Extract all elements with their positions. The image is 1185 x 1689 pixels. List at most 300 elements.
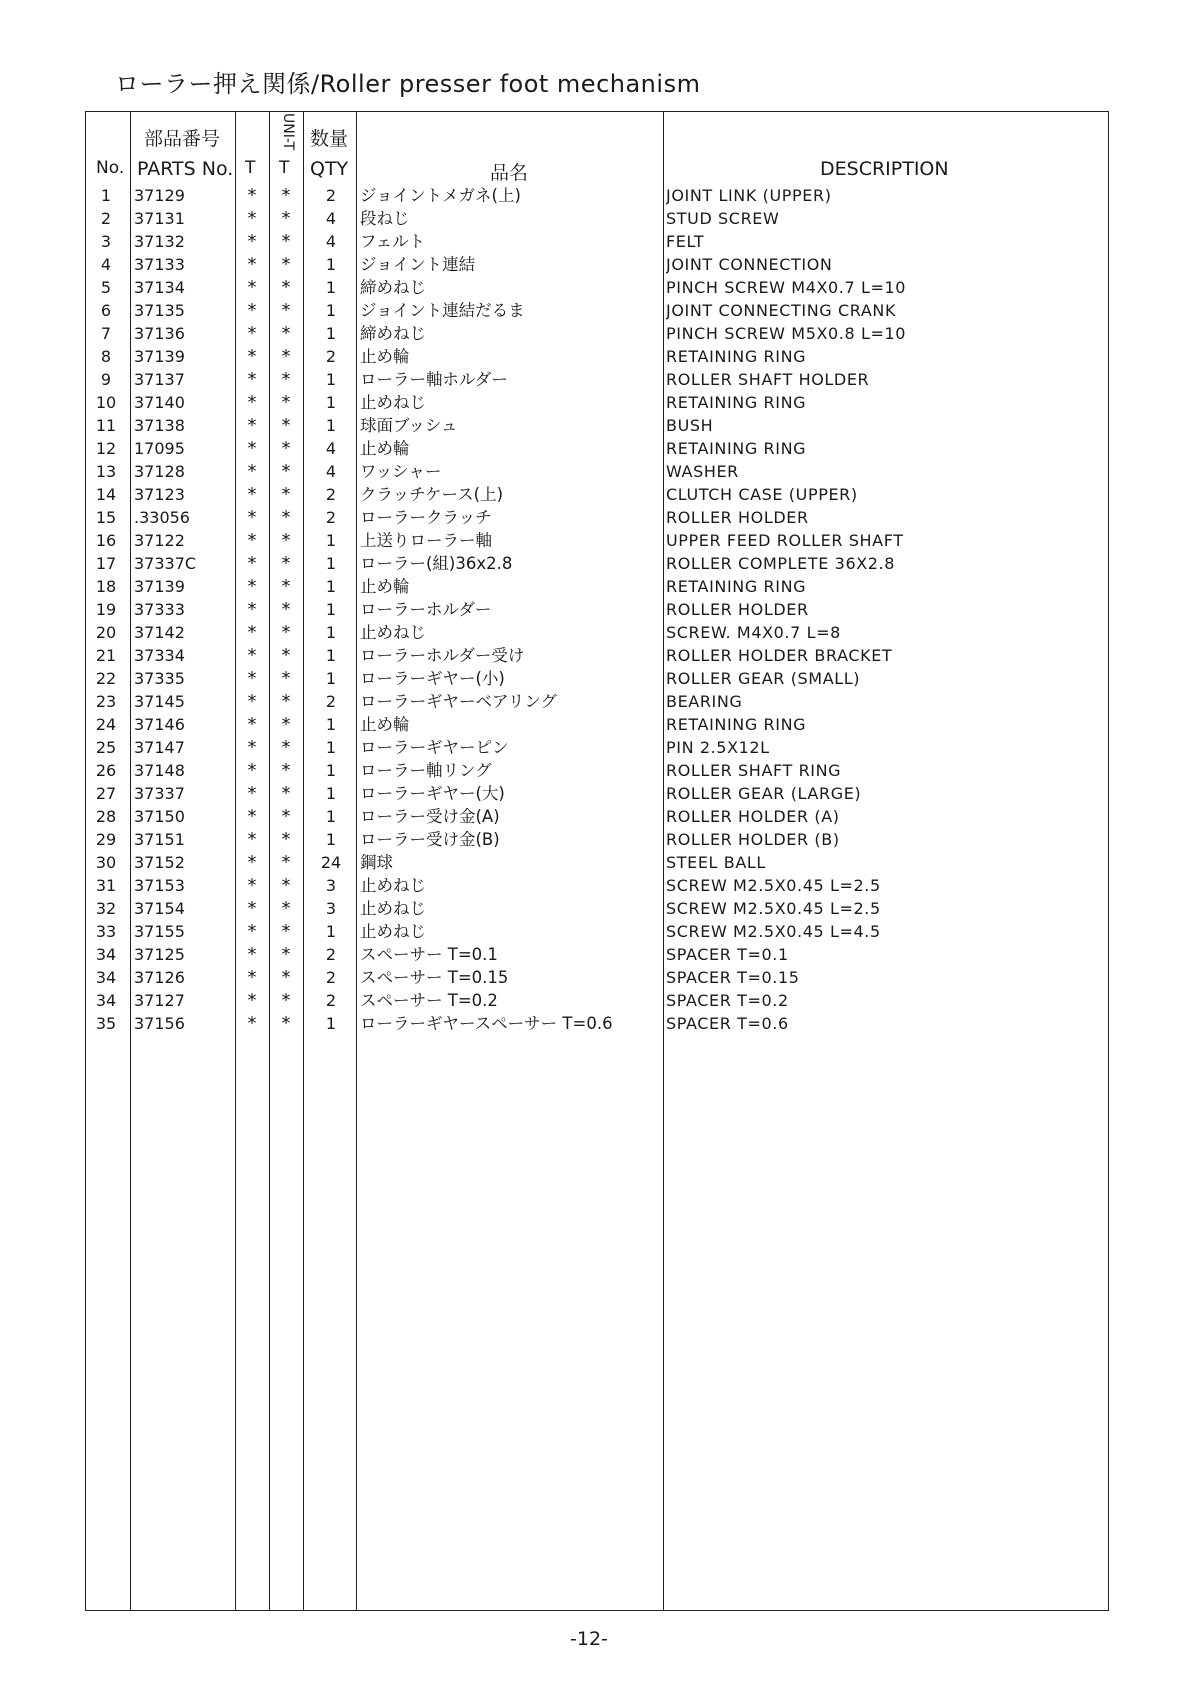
row-u-mark: *: [281, 944, 291, 965]
row-qty: 2: [325, 485, 337, 504]
row-part-number: 37122: [134, 531, 185, 550]
row-part-number: 37146: [134, 715, 185, 734]
row-no: 8: [100, 347, 112, 366]
row-no: 16: [95, 531, 117, 550]
row-no: 5: [100, 278, 112, 297]
row-t-mark: *: [247, 461, 257, 482]
row-no: 26: [95, 761, 117, 780]
header-unit-vertical: UNI-T: [280, 113, 296, 151]
row-description: SPACER T=0.2: [666, 991, 789, 1010]
row-part-number: 37139: [134, 577, 185, 596]
row-t-mark: *: [247, 714, 257, 735]
row-description: WASHER: [666, 462, 739, 481]
row-description: ROLLER GEAR (SMALL): [666, 669, 861, 688]
row-qty: 1: [325, 623, 337, 642]
row-part-number: 37337: [134, 784, 185, 803]
row-u-mark: *: [281, 507, 291, 528]
row-part-number: 37136: [134, 324, 185, 343]
row-qty: 24: [320, 853, 342, 872]
row-name-jp: スペーサー T=0.15: [360, 968, 509, 987]
table-row: [0, 782, 1185, 805]
row-description: BUSH: [666, 416, 714, 435]
row-qty: 1: [325, 830, 337, 849]
row-description: UPPER FEED ROLLER SHAFT: [666, 531, 904, 550]
row-u-mark: *: [281, 369, 291, 390]
row-qty: 1: [325, 646, 337, 665]
row-name-jp: 止めねじ: [360, 623, 426, 642]
table-row: [0, 253, 1185, 276]
row-qty: 4: [325, 209, 337, 228]
row-part-number: 37134: [134, 278, 185, 297]
row-t-mark: *: [247, 967, 257, 988]
table-row: [0, 828, 1185, 851]
row-t-mark: *: [247, 576, 257, 597]
table-row: [0, 713, 1185, 736]
row-u-mark: *: [281, 875, 291, 896]
row-name-jp: ローラーギヤー(小): [360, 669, 505, 688]
row-no: 30: [95, 853, 117, 872]
row-part-number: 37132: [134, 232, 185, 251]
row-qty: 1: [325, 278, 337, 297]
row-no: 18: [95, 577, 117, 596]
row-qty: 2: [325, 347, 337, 366]
row-t-mark: *: [247, 760, 257, 781]
row-u-mark: *: [281, 668, 291, 689]
row-name-jp: 止め輪: [360, 715, 410, 734]
header-description: DESCRIPTION: [820, 158, 949, 180]
row-qty: 4: [325, 439, 337, 458]
row-u-mark: *: [281, 231, 291, 252]
row-part-number: 37129: [134, 186, 185, 205]
row-qty: 2: [325, 508, 337, 527]
row-no: 21: [95, 646, 117, 665]
row-t-mark: *: [247, 645, 257, 666]
row-t-mark: *: [247, 185, 257, 206]
row-description: JOINT CONNECTION: [666, 255, 833, 274]
row-part-number: 37135: [134, 301, 185, 320]
table-row: [0, 851, 1185, 874]
row-qty: 1: [325, 715, 337, 734]
row-part-number: 37335: [134, 669, 185, 688]
row-name-jp: 止め輪: [360, 439, 410, 458]
row-u-mark: *: [281, 484, 291, 505]
parts-rows: [0, 184, 1185, 1035]
row-name-jp: フェルト: [360, 232, 426, 251]
row-t-mark: *: [247, 300, 257, 321]
row-no: 24: [95, 715, 117, 734]
row-t-mark: *: [247, 392, 257, 413]
header-qty-jp: 数量: [310, 128, 349, 150]
row-part-number: 37148: [134, 761, 185, 780]
row-t-mark: *: [247, 1013, 257, 1034]
row-description: SCREW M2.5X0.45 L=4.5: [666, 922, 881, 941]
row-description: STEEL BALL: [666, 853, 766, 872]
row-no: 11: [95, 416, 117, 435]
row-t-mark: *: [247, 829, 257, 850]
row-t-mark: *: [247, 277, 257, 298]
table-row: [0, 621, 1185, 644]
row-t-mark: *: [247, 553, 257, 574]
row-no: 27: [95, 784, 117, 803]
row-description: PINCH SCREW M5X0.8 L=10: [666, 324, 907, 343]
table-row: [0, 736, 1185, 759]
row-description: SPACER T=0.15: [666, 968, 800, 987]
row-part-number: 37337C: [134, 554, 197, 573]
row-t-mark: *: [247, 898, 257, 919]
row-no: 14: [95, 485, 117, 504]
row-qty: 2: [325, 692, 337, 711]
row-no: 25: [95, 738, 117, 757]
row-qty: 1: [325, 324, 337, 343]
row-part-number: .33056: [134, 508, 190, 527]
row-part-number: 37156: [134, 1014, 185, 1033]
row-t-mark: *: [247, 346, 257, 367]
row-description: RETAINING RING: [666, 715, 807, 734]
row-name-jp: 締めねじ: [360, 278, 426, 297]
row-qty: 1: [325, 738, 337, 757]
row-u-mark: *: [281, 829, 291, 850]
row-name-jp: クラッチケース(上): [360, 485, 504, 504]
row-name-jp: ジョイント連結だるま: [360, 301, 525, 320]
row-no: 33: [95, 922, 117, 941]
row-name-jp: 段ねじ: [360, 209, 410, 228]
row-description: JOINT CONNECTING CRANK: [666, 301, 897, 320]
table-row: [0, 460, 1185, 483]
table-row: [0, 690, 1185, 713]
row-part-number: 37140: [134, 393, 185, 412]
row-t-mark: *: [247, 944, 257, 965]
row-t-mark: *: [247, 921, 257, 942]
row-u-mark: *: [281, 461, 291, 482]
row-description: ROLLER COMPLETE 36X2.8: [666, 554, 896, 573]
table-row: [0, 874, 1185, 897]
row-u-mark: *: [281, 760, 291, 781]
table-row: [0, 644, 1185, 667]
row-t-mark: *: [247, 415, 257, 436]
row-no: 23: [95, 692, 117, 711]
row-u-mark: *: [281, 254, 291, 275]
row-description: SPACER T=0.1: [666, 945, 789, 964]
row-name-jp: 鋼球: [360, 853, 393, 872]
row-qty: 1: [325, 393, 337, 412]
row-description: ROLLER SHAFT HOLDER: [666, 370, 870, 389]
table-row: [0, 391, 1185, 414]
row-description: PINCH SCREW M4X0.7 L=10: [666, 278, 907, 297]
row-t-mark: *: [247, 622, 257, 643]
row-no: 20: [95, 623, 117, 642]
row-no: 13: [95, 462, 117, 481]
row-u-mark: *: [281, 185, 291, 206]
row-name-jp: ローラークラッチ: [360, 508, 492, 527]
row-name-jp: 止めねじ: [360, 393, 426, 412]
row-part-number: 37147: [134, 738, 185, 757]
table-row: [0, 575, 1185, 598]
header-qty-en: QTY: [310, 158, 349, 180]
table-row: [0, 552, 1185, 575]
header-t-mark: T: [245, 158, 256, 178]
row-name-jp: ワッシャー: [360, 462, 442, 481]
row-description: BEARING: [666, 692, 743, 711]
row-name-jp: ローラー軸ホルダー: [360, 370, 508, 389]
row-name-jp: ローラー軸リング: [360, 761, 492, 780]
row-t-mark: *: [247, 668, 257, 689]
row-part-number: 37128: [134, 462, 185, 481]
row-u-mark: *: [281, 967, 291, 988]
row-u-mark: *: [281, 277, 291, 298]
row-name-jp: ローラーホルダー受け: [360, 646, 525, 665]
row-no: 35: [95, 1014, 117, 1033]
row-u-mark: *: [281, 530, 291, 551]
row-u-mark: *: [281, 898, 291, 919]
row-description: SCREW M2.5X0.45 L=2.5: [666, 876, 881, 895]
row-u-mark: *: [281, 691, 291, 712]
row-t-mark: *: [247, 599, 257, 620]
row-name-jp: スペーサー T=0.2: [360, 991, 498, 1010]
row-t-mark: *: [247, 323, 257, 344]
row-t-mark: *: [247, 691, 257, 712]
row-u-mark: *: [281, 921, 291, 942]
table-row: [0, 667, 1185, 690]
row-u-mark: *: [281, 300, 291, 321]
table-row: [0, 322, 1185, 345]
row-no: 10: [95, 393, 117, 412]
row-part-number: 37138: [134, 416, 185, 435]
row-description: ROLLER GEAR (LARGE): [666, 784, 862, 803]
row-u-mark: *: [281, 714, 291, 735]
row-u-mark: *: [281, 737, 291, 758]
row-no: 22: [95, 669, 117, 688]
page-number: -12-: [570, 1628, 608, 1650]
row-t-mark: *: [247, 254, 257, 275]
row-description: RETAINING RING: [666, 347, 807, 366]
row-u-mark: *: [281, 346, 291, 367]
row-no: 15: [95, 508, 117, 527]
row-part-number: 37125: [134, 945, 185, 964]
row-name-jp: 球面ブッシュ: [360, 416, 458, 435]
row-qty: 1: [325, 600, 337, 619]
row-description: SPACER T=0.6: [666, 1014, 789, 1033]
row-t-mark: *: [247, 231, 257, 252]
row-description: ROLLER HOLDER: [666, 508, 809, 527]
row-qty: 1: [325, 531, 337, 550]
row-no: 31: [95, 876, 117, 895]
row-no: 29: [95, 830, 117, 849]
row-no: 34: [95, 968, 117, 987]
row-name-jp: ローラー受け金(A): [360, 807, 500, 826]
row-part-number: 37126: [134, 968, 185, 987]
row-u-mark: *: [281, 208, 291, 229]
row-qty: 1: [325, 416, 337, 435]
table-row: [0, 1012, 1185, 1035]
table-row: [0, 598, 1185, 621]
row-name-jp: ジョイント連結: [360, 255, 476, 274]
row-t-mark: *: [247, 737, 257, 758]
row-description: RETAINING RING: [666, 577, 807, 596]
row-description: SCREW M2.5X0.45 L=2.5: [666, 899, 881, 918]
row-t-mark: *: [247, 990, 257, 1011]
row-description: PIN 2.5X12L: [666, 738, 770, 757]
table-row: [0, 276, 1185, 299]
row-u-mark: *: [281, 392, 291, 413]
row-t-mark: *: [247, 484, 257, 505]
row-qty: 1: [325, 669, 337, 688]
table-row: [0, 506, 1185, 529]
row-part-number: 37150: [134, 807, 185, 826]
row-qty: 4: [325, 232, 337, 251]
row-u-mark: *: [281, 438, 291, 459]
row-qty: 1: [325, 784, 337, 803]
table-row: [0, 483, 1185, 506]
row-description: STUD SCREW: [666, 209, 780, 228]
page-title: ローラー押え関係/Roller presser foot mechanism: [115, 70, 701, 98]
row-t-mark: *: [247, 438, 257, 459]
row-qty: 1: [325, 1014, 337, 1033]
row-part-number: 37145: [134, 692, 185, 711]
table-row: [0, 345, 1185, 368]
row-name-jp: ローラーギヤーピン: [360, 738, 509, 757]
row-part-number: 37127: [134, 991, 185, 1010]
table-row: [0, 230, 1185, 253]
row-name-jp: ローラーギヤー(大): [360, 784, 505, 803]
row-u-mark: *: [281, 599, 291, 620]
row-no: 19: [95, 600, 117, 619]
row-name-jp: 止め輪: [360, 347, 410, 366]
row-description: RETAINING RING: [666, 439, 807, 458]
table-row: [0, 805, 1185, 828]
row-u-mark: *: [281, 783, 291, 804]
row-part-number: 37153: [134, 876, 185, 895]
row-u-mark: *: [281, 622, 291, 643]
row-qty: 4: [325, 462, 337, 481]
row-part-number: 37152: [134, 853, 185, 872]
row-name-jp: ジョイントメガネ(上): [360, 186, 521, 205]
row-description: ROLLER SHAFT RING: [666, 761, 842, 780]
row-part-number: 37123: [134, 485, 185, 504]
row-description: ROLLER HOLDER BRACKET: [666, 646, 893, 665]
row-no: 3: [100, 232, 112, 251]
row-description: JOINT LINK (UPPER): [666, 186, 832, 205]
row-name-jp: 止めねじ: [360, 876, 426, 895]
row-name-jp: ローラー受け金(B): [360, 830, 500, 849]
row-name-jp: 上送りローラー軸: [360, 531, 492, 550]
row-no: 12: [95, 439, 117, 458]
row-qty: 1: [325, 577, 337, 596]
table-row: [0, 437, 1185, 460]
row-description: CLUTCH CASE (UPPER): [666, 485, 858, 504]
row-no: 2: [100, 209, 112, 228]
row-description: RETAINING RING: [666, 393, 807, 412]
row-part-number: 37334: [134, 646, 185, 665]
row-name-jp: 締めねじ: [360, 324, 426, 343]
row-part-number: 37154: [134, 899, 185, 918]
row-u-mark: *: [281, 1013, 291, 1034]
row-t-mark: *: [247, 852, 257, 873]
row-qty: 1: [325, 255, 337, 274]
row-name-jp: ローラーギヤースペーサー T=0.6: [360, 1014, 613, 1033]
table-row: [0, 759, 1185, 782]
header-u-mark: T: [279, 158, 290, 178]
row-qty: 3: [325, 876, 337, 895]
row-part-number: 37151: [134, 830, 185, 849]
row-qty: 1: [325, 370, 337, 389]
row-qty: 2: [325, 186, 337, 205]
row-no: 28: [95, 807, 117, 826]
row-qty: 1: [325, 554, 337, 573]
row-description: FELT: [666, 232, 705, 251]
row-no: 4: [100, 255, 112, 274]
header-parts-jp: 部品番号: [144, 128, 221, 150]
row-t-mark: *: [247, 507, 257, 528]
table-row: [0, 943, 1185, 966]
row-description: ROLLER HOLDER: [666, 600, 809, 619]
row-name-jp: 止め輪: [360, 577, 410, 596]
row-part-number: 37133: [134, 255, 185, 274]
row-name-jp: スペーサー T=0.1: [360, 945, 498, 964]
table-row: [0, 414, 1185, 437]
row-no: 9: [100, 370, 112, 389]
row-description: SCREW. M4X0.7 L=8: [666, 623, 841, 642]
table-row: [0, 207, 1185, 230]
row-qty: 1: [325, 301, 337, 320]
row-part-number: 37155: [134, 922, 185, 941]
row-qty: 3: [325, 899, 337, 918]
row-description: ROLLER HOLDER (A): [666, 807, 840, 826]
table-row: [0, 897, 1185, 920]
header-name-jp: 品名: [490, 162, 529, 184]
row-t-mark: *: [247, 806, 257, 827]
table-row: [0, 368, 1185, 391]
table-row: [0, 529, 1185, 552]
table-row: [0, 966, 1185, 989]
row-part-number: 37137: [134, 370, 185, 389]
header-parts-en: PARTS No.: [137, 158, 234, 180]
row-description: ROLLER HOLDER (B): [666, 830, 840, 849]
row-name-jp: 止めねじ: [360, 899, 426, 918]
row-u-mark: *: [281, 852, 291, 873]
row-name-jp: ローラーギヤーベアリング: [360, 692, 558, 711]
row-t-mark: *: [247, 369, 257, 390]
row-qty: 2: [325, 945, 337, 964]
row-t-mark: *: [247, 783, 257, 804]
row-part-number: 17095: [134, 439, 185, 458]
row-no: 34: [95, 945, 117, 964]
table-row: [0, 184, 1185, 207]
row-qty: 1: [325, 761, 337, 780]
table-row: [0, 920, 1185, 943]
row-qty: 2: [325, 991, 337, 1010]
row-no: 17: [95, 554, 117, 573]
header-no: No.: [96, 158, 125, 178]
table-row: [0, 299, 1185, 322]
row-u-mark: *: [281, 415, 291, 436]
row-part-number: 37139: [134, 347, 185, 366]
row-part-number: 37333: [134, 600, 185, 619]
row-no: 1: [100, 186, 112, 205]
row-t-mark: *: [247, 875, 257, 896]
row-u-mark: *: [281, 323, 291, 344]
row-name-jp: ローラー(組)36x2.8: [360, 554, 513, 573]
table-row: [0, 989, 1185, 1012]
row-part-number: 37131: [134, 209, 185, 228]
row-u-mark: *: [281, 553, 291, 574]
row-t-mark: *: [247, 530, 257, 551]
row-no: 34: [95, 991, 117, 1010]
row-qty: 2: [325, 968, 337, 987]
row-u-mark: *: [281, 576, 291, 597]
row-qty: 1: [325, 922, 337, 941]
row-u-mark: *: [281, 806, 291, 827]
row-part-number: 37142: [134, 623, 185, 642]
